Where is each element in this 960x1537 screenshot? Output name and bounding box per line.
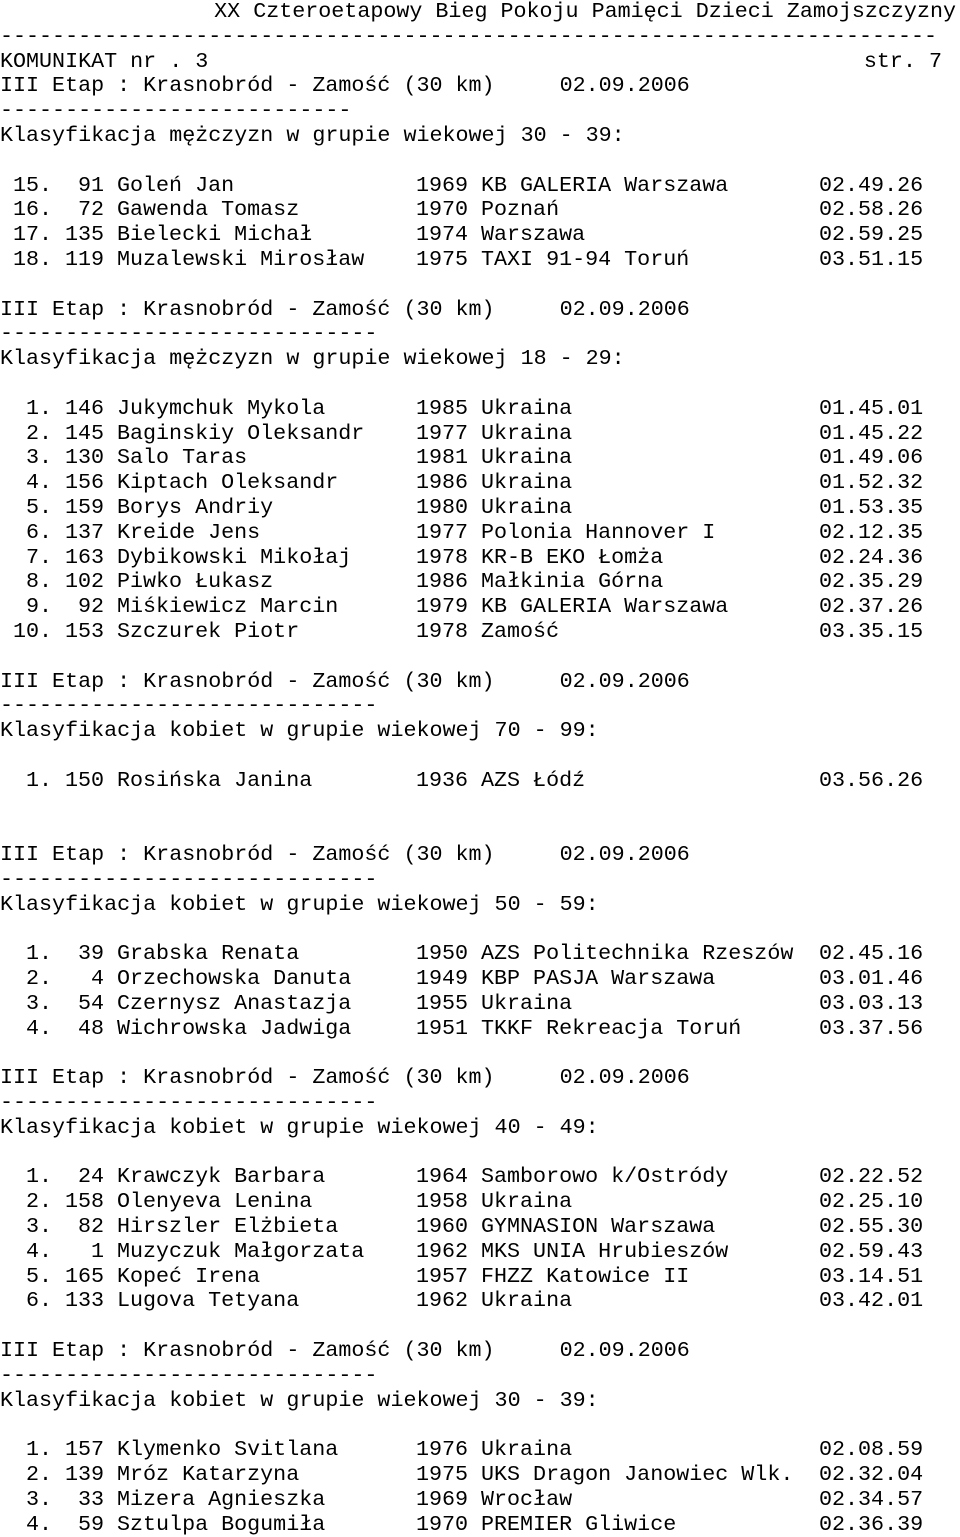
result-row: [0, 1289, 960, 1314]
bib-number-cell: 159: [64, 494, 104, 520]
position-cell: 15.: [12, 172, 52, 198]
classification-section: [0, 1066, 960, 1339]
runner-name-cell: Salo Taras: [117, 445, 248, 471]
bib-number-cell: 39: [77, 941, 104, 967]
finish-time-cell: 01.52.32: [819, 470, 924, 496]
blank-line: [0, 744, 960, 769]
classification-section: [0, 74, 960, 297]
bib-number-cell: 59: [77, 1511, 104, 1537]
blank-line: [0, 1141, 960, 1166]
position-cell: 6.: [25, 519, 52, 545]
position-cell: 16.: [12, 197, 52, 223]
runner-name-cell: Jukymchuk Mykola: [117, 395, 326, 421]
sections-container: [0, 74, 960, 1537]
club-cell: KR-B EKO Łomża: [481, 544, 664, 570]
classification-section: [0, 843, 960, 1066]
bib-number-cell: 102: [64, 569, 104, 595]
finish-time-cell: 03.56.26: [819, 767, 924, 793]
position-cell: 3.: [25, 445, 52, 471]
result-row: [0, 223, 960, 248]
position-cell: 2.: [25, 966, 52, 992]
result-row: [0, 1463, 960, 1488]
runner-name-cell: Sztulpa Bogumiła: [117, 1511, 326, 1537]
result-row: [0, 1190, 960, 1215]
bib-number-cell: 150: [64, 767, 104, 793]
blank-line: [0, 1314, 960, 1339]
club-cell: Ukraina: [481, 494, 573, 520]
position-cell: 1.: [25, 395, 52, 421]
classification-section: [0, 1339, 960, 1537]
birth-year-cell: 1950: [416, 941, 469, 967]
blank-line: [0, 917, 960, 942]
club-cell: UKS Dragon Janowiec Wlk.: [481, 1462, 794, 1488]
finish-time-cell: 03.35.15: [819, 618, 924, 644]
bib-number-cell: 24: [77, 1164, 104, 1190]
runner-name-cell: Kreide Jens: [117, 519, 261, 545]
result-row: [0, 521, 960, 546]
communique-line: [0, 50, 960, 75]
club-cell: MKS UNIA Hrubieszów: [481, 1238, 729, 1264]
bib-number-cell: 4: [90, 966, 104, 992]
bib-number-cell: 146: [64, 395, 104, 421]
bib-number-cell: 156: [64, 470, 104, 496]
runner-name-cell: Piwko Łukasz: [117, 569, 274, 595]
finish-time-cell: 02.37.26: [819, 594, 924, 620]
blank-line: [0, 1413, 960, 1438]
finish-time-cell: 02.59.25: [819, 222, 924, 248]
finish-time-cell: 02.12.35: [819, 519, 924, 545]
birth-year-cell: 1986: [416, 569, 469, 595]
blank-line: [0, 818, 960, 843]
finish-time-cell: 02.34.57: [819, 1486, 924, 1512]
birth-year-cell: 1986: [416, 470, 469, 496]
club-cell: Polonia Hannover I: [481, 519, 716, 545]
club-cell: Ukraina: [481, 990, 573, 1016]
result-row: [0, 422, 960, 447]
position-cell: 3.: [25, 990, 52, 1016]
finish-time-cell: 03.14.51: [819, 1263, 924, 1289]
club-cell: FHZZ Katowice II: [481, 1263, 690, 1289]
club-cell: Samborowo k/Ostródy: [481, 1164, 729, 1190]
position-cell: 2.: [25, 420, 52, 446]
birth-year-cell: 1980: [416, 494, 469, 520]
position-cell: 4.: [25, 470, 52, 496]
position-cell: 2.: [25, 1189, 52, 1215]
finish-time-cell: 02.32.04: [819, 1462, 924, 1488]
club-cell: Ukraina: [481, 1288, 573, 1314]
birth-year-cell: 1976: [416, 1437, 469, 1463]
result-row: [0, 1488, 960, 1513]
result-row: [0, 198, 960, 223]
result-row: [0, 248, 960, 273]
blank-line: [0, 1041, 960, 1066]
section-rule: -----------------------------: [0, 866, 378, 892]
position-cell: 5.: [25, 1263, 52, 1289]
bib-number-cell: 92: [77, 594, 104, 620]
birth-year-cell: 1978: [416, 618, 469, 644]
runner-name-cell: Bielecki Michał: [117, 222, 313, 248]
club-cell: Małkinia Górna: [481, 569, 664, 595]
classification-heading: Klasyfikacja kobiet w grupie wiekowej 30 - 39:: [0, 1387, 599, 1413]
birth-year-cell: 1962: [416, 1288, 469, 1314]
finish-time-cell: 03.42.01: [819, 1288, 924, 1314]
finish-time-cell: 03.01.46: [819, 966, 924, 992]
bib-number-cell: 1: [90, 1238, 104, 1264]
bib-number-cell: 139: [64, 1462, 104, 1488]
runner-name-cell: Kiptach Oleksandr: [117, 470, 339, 496]
runner-name-cell: Olenyeva Lenina: [117, 1189, 313, 1215]
bib-number-cell: 137: [64, 519, 104, 545]
stage-heading: III Etap : Krasnobród - Zamość (30 km) 02.09.2006: [0, 1338, 690, 1364]
birth-year-cell: 1979: [416, 594, 469, 620]
birth-year-cell: 1975: [416, 1462, 469, 1488]
birth-year-cell: 1951: [416, 1015, 469, 1041]
runner-name-cell: Grabska Renata: [117, 941, 300, 967]
runner-name-cell: Mizera Agnieszka: [117, 1486, 326, 1512]
stage-heading: III Etap : Krasnobród - Zamość (30 km) 02.09.2006: [0, 1065, 690, 1091]
runner-name-cell: Kopeć Irena: [117, 1263, 261, 1289]
blank-line: [0, 273, 960, 298]
runner-name-cell: Borys Andriy: [117, 494, 274, 520]
section-rule: -----------------------------: [0, 1090, 378, 1116]
bib-number-cell: 145: [64, 420, 104, 446]
result-row: [0, 546, 960, 571]
result-row: [0, 1240, 960, 1265]
birth-year-cell: 1974: [416, 222, 469, 248]
position-cell: 1.: [25, 1164, 52, 1190]
runner-name-cell: Krawczyk Barbara: [117, 1164, 326, 1190]
section-rule: -----------------------------: [0, 1362, 378, 1388]
birth-year-cell: 1985: [416, 395, 469, 421]
position-cell: 1.: [25, 1437, 52, 1463]
stage-heading: III Etap : Krasnobród - Zamość (30 km) 02.09.2006: [0, 668, 690, 694]
runner-name-cell: Lugova Tetyana: [117, 1288, 300, 1314]
position-cell: 3.: [25, 1486, 52, 1512]
position-cell: 17.: [12, 222, 52, 248]
birth-year-cell: 1969: [416, 1486, 469, 1512]
classification-heading: Klasyfikacja kobiet w grupie wiekowej 50 - 59:: [0, 891, 599, 917]
club-cell: Ukraina: [481, 445, 573, 471]
stage-heading: III Etap : Krasnobród - Zamość (30 km) 02.09.2006: [0, 842, 690, 868]
runner-name-cell: Dybikowski Mikołaj: [117, 544, 352, 570]
classification-heading: Klasyfikacja kobiet w grupie wiekowej 70 - 99:: [0, 718, 599, 744]
communique-label: KOMUNIKAT nr . 3: [0, 48, 209, 74]
club-cell: GYMNASION Warszawa: [481, 1214, 716, 1240]
club-cell: TKKF Rekreacja Toruń: [481, 1015, 742, 1041]
position-cell: 6.: [25, 1288, 52, 1314]
result-row: [0, 992, 960, 1017]
runner-name-cell: Hirszler Elżbieta: [117, 1214, 339, 1240]
runner-name-cell: Czernysz Anastazja: [117, 990, 352, 1016]
club-cell: Warszawa: [481, 222, 586, 248]
bib-number-cell: 135: [64, 222, 104, 248]
runner-name-cell: Rosińska Janina: [117, 767, 313, 793]
finish-time-cell: 01.53.35: [819, 494, 924, 520]
club-cell: Poznań: [481, 197, 560, 223]
position-cell: 4.: [25, 1511, 52, 1537]
club-cell: KBP PASJA Warszawa: [481, 966, 716, 992]
position-cell: 10.: [12, 618, 52, 644]
result-row: [0, 1165, 960, 1190]
club-cell: Ukraina: [481, 1189, 573, 1215]
result-row: [0, 620, 960, 645]
position-cell: 1.: [25, 941, 52, 967]
event-title: XX Czteroetapowy Bieg Pokoju Pamięci Dzieci Zamojszczyzny: [214, 0, 956, 24]
birth-year-cell: 1962: [416, 1238, 469, 1264]
runner-name-cell: Gawenda Tomasz: [117, 197, 300, 223]
birth-year-cell: 1958: [416, 1189, 469, 1215]
position-cell: 9.: [25, 594, 52, 620]
bib-number-cell: 130: [64, 445, 104, 471]
result-row: [0, 1265, 960, 1290]
position-cell: 3.: [25, 1214, 52, 1240]
bib-number-cell: 163: [64, 544, 104, 570]
result-row: [0, 1513, 960, 1537]
section-rule: -----------------------------: [0, 321, 378, 347]
birth-year-cell: 1970: [416, 1511, 469, 1537]
club-cell: PREMIER Gliwice: [481, 1511, 677, 1537]
finish-time-cell: 03.51.15: [819, 246, 924, 272]
section-rule: ---------------------------: [0, 98, 352, 124]
birth-year-cell: 1957: [416, 1263, 469, 1289]
bib-number-cell: 54: [77, 990, 104, 1016]
runner-name-cell: Muzyczuk Małgorzata: [117, 1238, 365, 1264]
birth-year-cell: 1960: [416, 1214, 469, 1240]
runner-name-cell: Orzechowska Danuta: [117, 966, 352, 992]
club-cell: Ukraina: [481, 395, 573, 421]
bib-number-cell: 72: [77, 197, 104, 223]
club-cell: AZS Łódź: [481, 767, 586, 793]
birth-year-cell: 1969: [416, 172, 469, 198]
finish-time-cell: 02.25.10: [819, 1189, 924, 1215]
finish-time-cell: 01.45.01: [819, 395, 924, 421]
bib-number-cell: 119: [64, 246, 104, 272]
birth-year-cell: 1936: [416, 767, 469, 793]
runner-name-cell: Miśkiewicz Marcin: [117, 594, 339, 620]
bib-number-cell: 33: [77, 1486, 104, 1512]
finish-time-cell: 02.45.16: [819, 941, 924, 967]
club-cell: Zamość: [481, 618, 560, 644]
bib-number-cell: 48: [77, 1015, 104, 1041]
birth-year-cell: 1977: [416, 519, 469, 545]
result-row: [0, 570, 960, 595]
blank-line: [0, 372, 960, 397]
finish-time-cell: 01.45.22: [819, 420, 924, 446]
result-row: [0, 471, 960, 496]
runner-name-cell: Baginskiy Oleksandr: [117, 420, 365, 446]
bib-number-cell: 165: [64, 1263, 104, 1289]
birth-year-cell: 1977: [416, 420, 469, 446]
classification-heading: Klasyfikacja kobiet w grupie wiekowej 40 - 49:: [0, 1114, 599, 1140]
club-cell: KB GALERIA Warszawa: [481, 594, 729, 620]
result-row: [0, 397, 960, 422]
classification-heading: Klasyfikacja mężczyzn w grupie wiekowej 18 - 29:: [0, 346, 625, 372]
result-row: [0, 496, 960, 521]
birth-year-cell: 1975: [416, 246, 469, 272]
finish-time-cell: 02.55.30: [819, 1214, 924, 1240]
birth-year-cell: 1981: [416, 445, 469, 471]
result-row: [0, 1215, 960, 1240]
result-row: [0, 1438, 960, 1463]
finish-time-cell: 01.49.06: [819, 445, 924, 471]
result-row: [0, 446, 960, 471]
finish-time-cell: 02.59.43: [819, 1238, 924, 1264]
bib-number-cell: 157: [64, 1437, 104, 1463]
finish-time-cell: 02.36.39: [819, 1511, 924, 1537]
birth-year-cell: 1955: [416, 990, 469, 1016]
finish-time-cell: 02.58.26: [819, 197, 924, 223]
position-cell: 2.: [25, 1462, 52, 1488]
runner-name-cell: Szczurek Piotr: [117, 618, 300, 644]
finish-time-cell: 02.08.59: [819, 1437, 924, 1463]
runner-name-cell: Goleń Jan: [117, 172, 235, 198]
blank-line: [0, 149, 960, 174]
runner-name-cell: Wichrowska Jadwiga: [117, 1015, 352, 1041]
birth-year-cell: 1949: [416, 966, 469, 992]
result-row: [0, 595, 960, 620]
bib-number-cell: 133: [64, 1288, 104, 1314]
runner-name-cell: Mróz Katarzyna: [117, 1462, 300, 1488]
classification-section: [0, 670, 960, 844]
club-cell: Ukraina: [481, 420, 573, 446]
stage-heading: III Etap : Krasnobród - Zamość (30 km) 02.09.2006: [0, 296, 690, 322]
club-cell: AZS Politechnika Rzeszów: [481, 941, 794, 967]
blank-line: [0, 794, 960, 819]
result-row: [0, 1017, 960, 1042]
birth-year-cell: 1970: [416, 197, 469, 223]
result-row: [0, 174, 960, 199]
position-cell: 8.: [25, 569, 52, 595]
finish-time-cell: 02.24.36: [819, 544, 924, 570]
bib-number-cell: 153: [64, 618, 104, 644]
bib-number-cell: 158: [64, 1189, 104, 1215]
finish-time-cell: 02.49.26: [819, 172, 924, 198]
result-row: [0, 942, 960, 967]
finish-time-cell: 02.22.52: [819, 1164, 924, 1190]
finish-time-cell: 03.03.13: [819, 990, 924, 1016]
blank-line: [0, 645, 960, 670]
result-row: [0, 769, 960, 794]
club-cell: KB GALERIA Warszawa: [481, 172, 729, 198]
result-row: [0, 967, 960, 992]
bib-number-cell: 91: [77, 172, 104, 198]
header-rule: ------------------------------------------------------------------------: [0, 23, 938, 49]
page-number: str. 7: [863, 48, 942, 74]
runner-name-cell: Klymenko Svitlana: [117, 1437, 339, 1463]
club-cell: Ukraina: [481, 470, 573, 496]
section-rule: -----------------------------: [0, 693, 378, 719]
classification-section: [0, 298, 960, 670]
finish-time-cell: 02.35.29: [819, 569, 924, 595]
position-cell: 4.: [25, 1015, 52, 1041]
position-cell: 1.: [25, 767, 52, 793]
bib-number-cell: 82: [77, 1214, 104, 1240]
classification-heading: Klasyfikacja mężczyzn w grupie wiekowej 30 - 39:: [0, 122, 625, 148]
position-cell: 7.: [25, 544, 52, 570]
finish-time-cell: 03.37.56: [819, 1015, 924, 1041]
club-cell: Ukraina: [481, 1437, 573, 1463]
stage-heading: III Etap : Krasnobród - Zamość (30 km) 02.09.2006: [0, 73, 690, 99]
runner-name-cell: Muzalewski Mirosław: [117, 246, 365, 272]
birth-year-cell: 1964: [416, 1164, 469, 1190]
club-cell: Wrocław: [481, 1486, 573, 1512]
position-cell: 18.: [12, 246, 52, 272]
position-cell: 4.: [25, 1238, 52, 1264]
birth-year-cell: 1978: [416, 544, 469, 570]
club-cell: TAXI 91-94 Toruń: [481, 246, 690, 272]
position-cell: 5.: [25, 494, 52, 520]
